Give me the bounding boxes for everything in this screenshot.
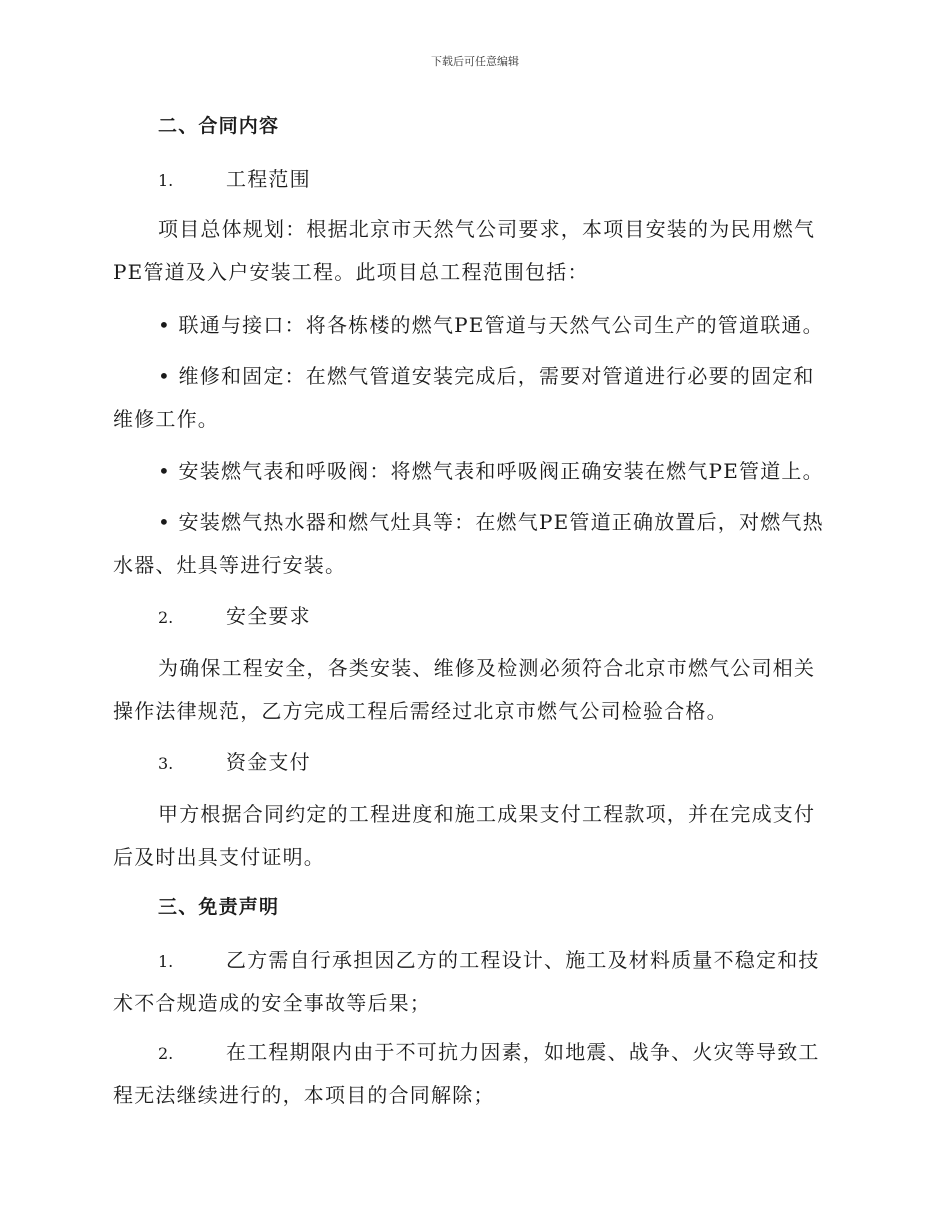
bullet-repair-line-1: • 维修和固定：在燃气管道安装完成后，需要对管道进行必要的固定和 [158, 364, 815, 388]
item-1-title: 工程范围 [226, 167, 311, 191]
safety-line-2: 操作法律规范，乙方完成工程后需经过北京市燃气公司检验合格。 [113, 699, 728, 723]
item-3-title: 资金支付 [226, 750, 311, 774]
item-1-number: 1. [158, 171, 174, 190]
bullet-meter: • 安装燃气表和呼吸阀：将燃气表和呼吸阀正确安装在燃气PE管道上。 [158, 459, 824, 483]
overview-line-1: 项目总体规划：根据北京市天然气公司要求，本项目安装的为民用燃气 [158, 217, 816, 241]
bullet-connect: • 联通与接口：将各栋楼的燃气PE管道与天然气公司生产的管道联通。 [158, 313, 824, 337]
disclaimer-2-line-1: 在工程期限内由于不可抗力因素，如地震、战争、火灾等导致工 [226, 1040, 820, 1064]
payment-line-2: 后及时出具支付证明。 [113, 845, 325, 869]
payment-line-1: 甲方根据合同约定的工程进度和施工成果支付工程款项，并在完成支付 [158, 802, 816, 826]
item-2-title: 安全要求 [226, 604, 311, 628]
page-header: 下载后可任意编辑 [431, 55, 519, 68]
bullet-heater-line-2: 水器、灶具等进行安装。 [113, 553, 347, 577]
section-2-title: 二、合同内容 [158, 115, 280, 137]
item-2-number: 2. [158, 608, 174, 627]
section-3-title: 三、免责声明 [158, 896, 280, 918]
item-3-number: 3. [158, 754, 174, 773]
bullet-repair-line-2: 维修工作。 [113, 407, 219, 431]
bullet-heater-line-1: • 安装燃气热水器和燃气灶具等：在燃气PE管道正确放置后，对燃气热 [158, 510, 824, 534]
safety-line-1: 为确保工程安全，各类安装、维修及检测必须符合北京市燃气公司相关 [158, 656, 816, 680]
disclaimer-2-number: 2. [158, 1044, 174, 1063]
disclaimer-1-number: 1. [158, 952, 174, 971]
disclaimer-1-line-2: 术不合规造成的安全事故等后果； [113, 991, 431, 1015]
disclaimer-2-line-2: 程无法继续进行的，本项目的合同解除； [113, 1083, 495, 1107]
disclaimer-1-line-1: 乙方需自行承担因乙方的工程设计、施工及材料质量不稳定和技 [226, 948, 820, 972]
overview-line-2: PE管道及入户安装工程。此项目总工程范围包括： [113, 260, 589, 284]
